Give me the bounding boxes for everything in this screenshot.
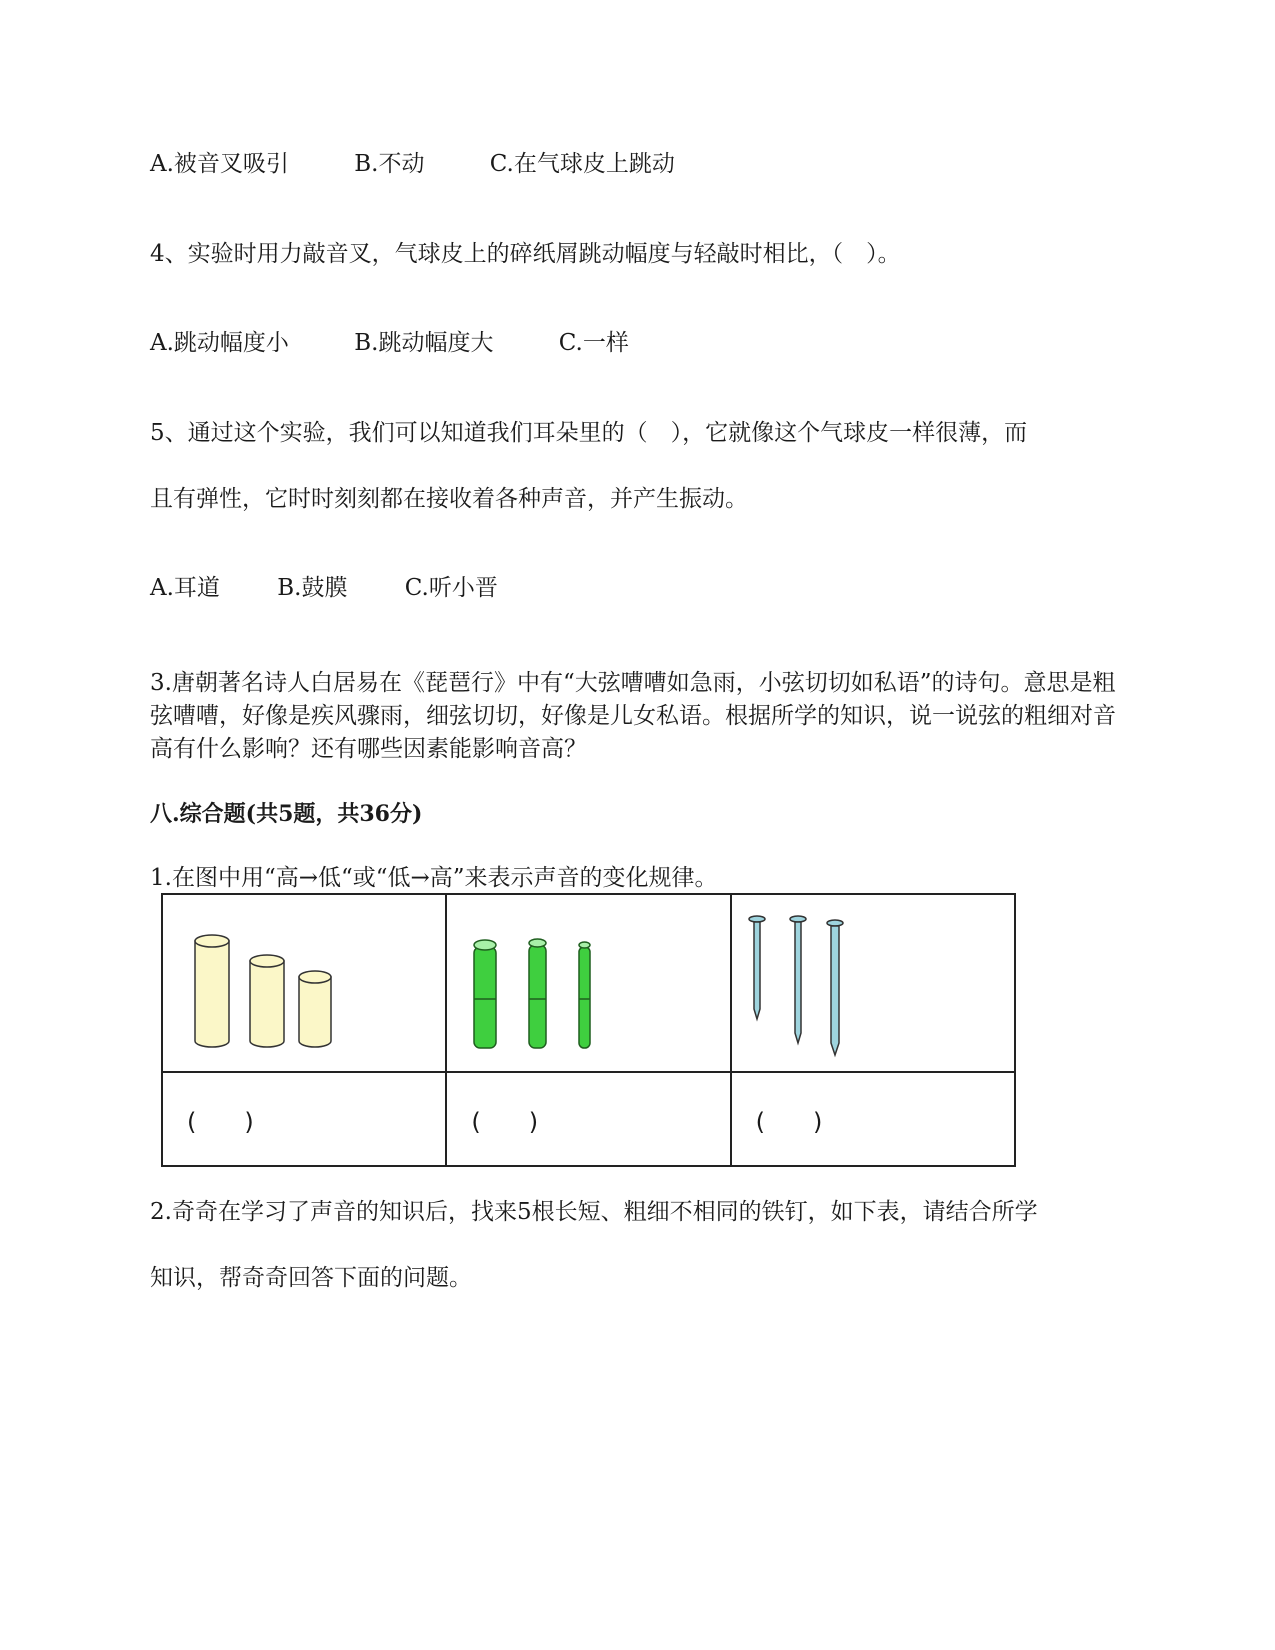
q4-options [150,327,629,359]
bamboo-tubes-illustration [447,895,727,1071]
q5-question-line2: 且有弹性，它时时刻刻都在接收着各种声音，并产生振动。 [150,486,748,512]
q5-options [150,572,498,604]
figure-table [161,893,1016,1167]
cylinders-illustration [163,895,443,1071]
q4-option-b: B.跳动幅度大 [354,330,494,356]
s8-q1-question: 1.在图中用“高→低“或“低→高”来表示声音的变化规律。 [150,865,718,891]
cell-bamboo-tubes [446,894,730,1072]
section-heading: 八.综合题(共5题，共36分) [150,801,423,827]
q3-option-c: C.在气球皮上跳动 [489,151,675,177]
q5-option-c: C.听小晋 [404,575,498,601]
nails-illustration [732,895,1012,1071]
q4-option-a: A.跳动幅度小 [150,330,289,356]
q3-poem-question: 3.唐朝著名诗人白居易在《琵琶行》中有“大弦嘈嘈如急雨，小弦切切如私语”的诗句。意思是粗弦嘈嘈，好像是疾风骤雨，细弦切切，好像是儿女私语。根据所学的知识，说一说弦的粗细对音高有什么影响？还有哪些因素能影响音高？ [150,670,1116,762]
cell-nails [731,894,1015,1072]
q4-option-c: C.一样 [558,330,629,356]
q5-option-a: A.耳道 [150,575,220,601]
q3-option-a: A.被音叉吸引 [150,151,289,177]
q3-option-b: B.不动 [354,151,425,177]
q3-options [150,148,675,180]
answer-blank-3[interactable]: ( ) [731,1072,1015,1166]
q5-option-b: B.鼓膜 [277,575,348,601]
answer-blank-1[interactable]: ( ) [162,1072,446,1166]
q5-question-line1: 5、通过这个实验，我们可以知道我们耳朵里的（ ），它就像这个气球皮一样很薄，而 [150,420,1028,446]
s8-q2-line1: 2.奇奇在学习了声音的知识后，找来5根长短、粗细不相同的铁钉，如下表，请结合所学 [150,1199,1038,1225]
s8-q2-line2: 知识，帮奇奇回答下面的问题。 [150,1265,472,1291]
cell-cylinders [162,894,446,1072]
q4-question: 4、实验时用力敲音叉，气球皮上的碎纸屑跳动幅度与轻敲时相比，（ ）。 [150,241,901,267]
answer-blank-2[interactable]: ( ) [446,1072,730,1166]
